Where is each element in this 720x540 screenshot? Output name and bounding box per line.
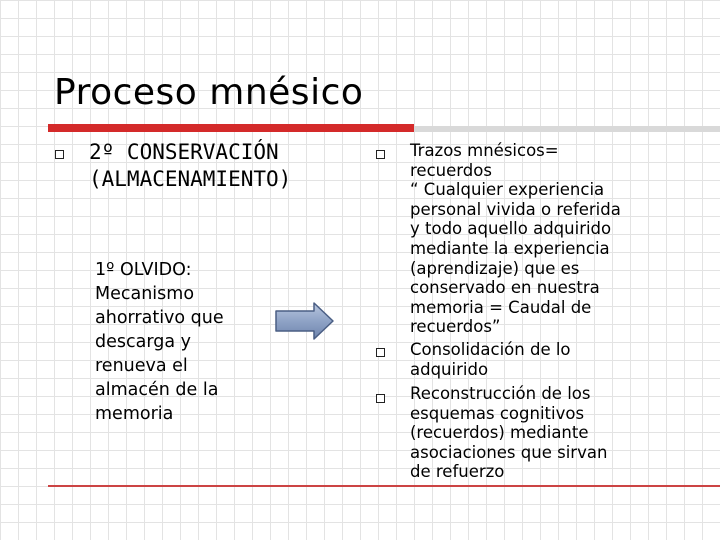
- left-heading-line: 2º CONSERVACIÓN: [89, 140, 279, 164]
- olvido-text: [95, 258, 224, 426]
- left-heading-line: (ALMACENAMIENTO): [89, 167, 292, 191]
- right-item-line: recuerdos”: [410, 317, 501, 337]
- right-item-line: y todo aquello adquirido: [410, 219, 612, 239]
- right-item-line: (aprendizaje) que es: [410, 258, 580, 278]
- right-arrow-icon: [274, 300, 336, 342]
- olvido-line: renueva el: [95, 356, 188, 376]
- right-item-line: esquemas cognitivos: [410, 403, 585, 423]
- olvido-line: Mecanismo: [95, 284, 195, 304]
- right-item-line: memoria = Caudal de: [410, 297, 592, 317]
- right-item-line: adquirido: [410, 359, 489, 379]
- right-item-line: conservado en nuestra: [410, 278, 600, 298]
- right-item-line: “ Cualquier experiencia: [410, 180, 605, 200]
- olvido-line: memoria: [95, 404, 174, 424]
- right-item-line: Consolidación de lo: [410, 340, 571, 359]
- left-heading: [89, 139, 291, 193]
- bottom-rule: [48, 485, 720, 487]
- olvido-line: 1º OLVIDO:: [95, 260, 192, 280]
- right-item-line: asociaciones que sirvan: [410, 442, 608, 462]
- right-item-line: personal vivida o referida: [410, 199, 621, 219]
- slide-title: Proceso mnésico: [54, 72, 364, 113]
- olvido-line: almacén de la: [95, 380, 219, 400]
- right-item-2: [410, 340, 571, 379]
- bullet-icon: [376, 348, 385, 357]
- olvido-line: ahorrativo que: [95, 308, 224, 328]
- right-item-line: Trazos mnésicos=: [410, 141, 559, 160]
- right-item-line: mediante la experiencia: [410, 238, 610, 258]
- right-item-1: [410, 141, 621, 337]
- right-item-line: de refuerzo: [410, 462, 505, 482]
- bullet-icon: [376, 150, 385, 159]
- bullet-icon: [376, 394, 385, 403]
- right-item-line: (recuerdos) mediante: [410, 423, 589, 443]
- olvido-line: descarga y: [95, 332, 191, 352]
- right-item-line: Reconstrucción de los: [410, 384, 591, 403]
- right-item-line: recuerdos: [410, 160, 492, 180]
- bullet-icon: [55, 150, 64, 159]
- title-underline-red: [48, 124, 414, 132]
- right-item-3: [410, 384, 607, 482]
